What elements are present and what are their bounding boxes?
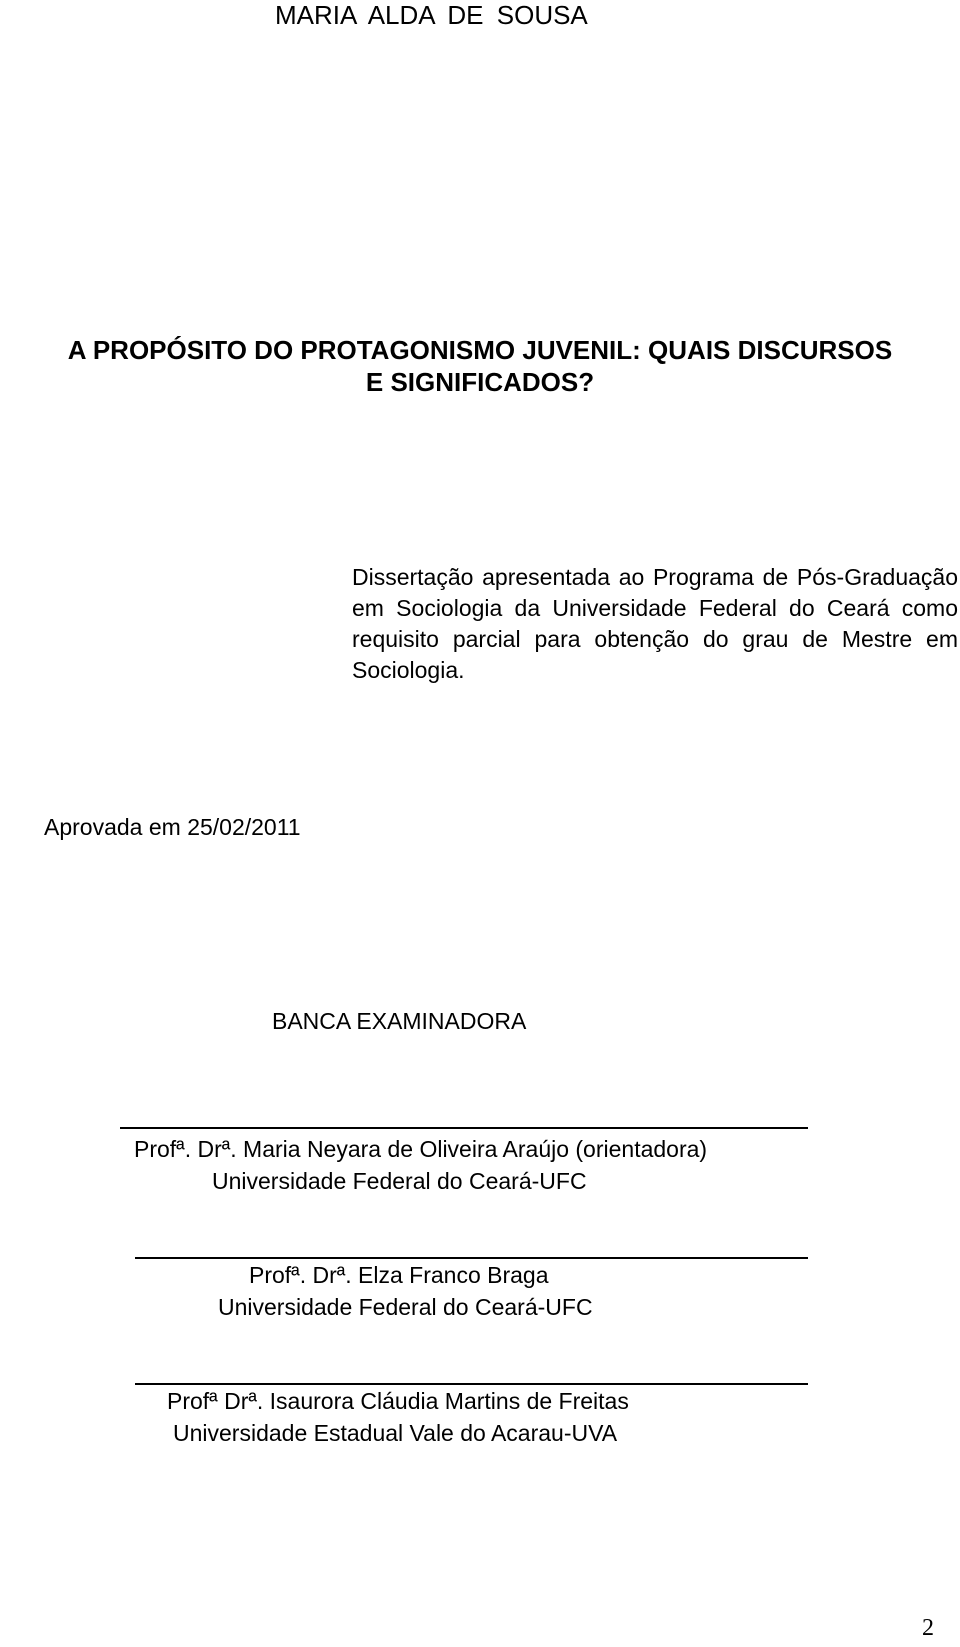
committee-member-institution: Universidade Estadual Vale do Acarau-UVA [173, 1420, 618, 1446]
approval-date: Aprovada em 25/02/2011 [44, 814, 301, 840]
committee-member-institution: Universidade Federal do Ceará-UFC [218, 1294, 593, 1320]
page-number: 2 [922, 1615, 934, 1641]
committee-member-name: Profª. Drª. Elza Franco Braga [249, 1262, 549, 1288]
committee-member-name: Profª Drª. Isaurora Cláudia Martins de Freitas [167, 1388, 629, 1414]
committee-member-institution: Universidade Federal do Ceará-UFC [212, 1168, 587, 1194]
committee-member-name: Profª. Drª. Maria Neyara de Oliveira Araújo (orientadora) [134, 1136, 708, 1162]
committee-heading: BANCA EXAMINADORA [272, 1008, 527, 1034]
author-name: MARIA ALDA DE SOUSA [275, 0, 588, 30]
dissertation-title-line-1: A PROPÓSITO DO PROTAGONISMO JUVENIL: QUAIS DISCURSOS [67, 335, 893, 365]
dissertation-title-line-2: E SIGNIFICADOS? [365, 367, 595, 397]
signature-line [120, 1127, 808, 1129]
dissertation-note: Dissertação apresentada ao Programa de Pós-Graduação em Sociologia da Universidade Federal do Ceará como requisito parcial para obtenção do grau de Mestre em Sociologia. [352, 564, 958, 683]
